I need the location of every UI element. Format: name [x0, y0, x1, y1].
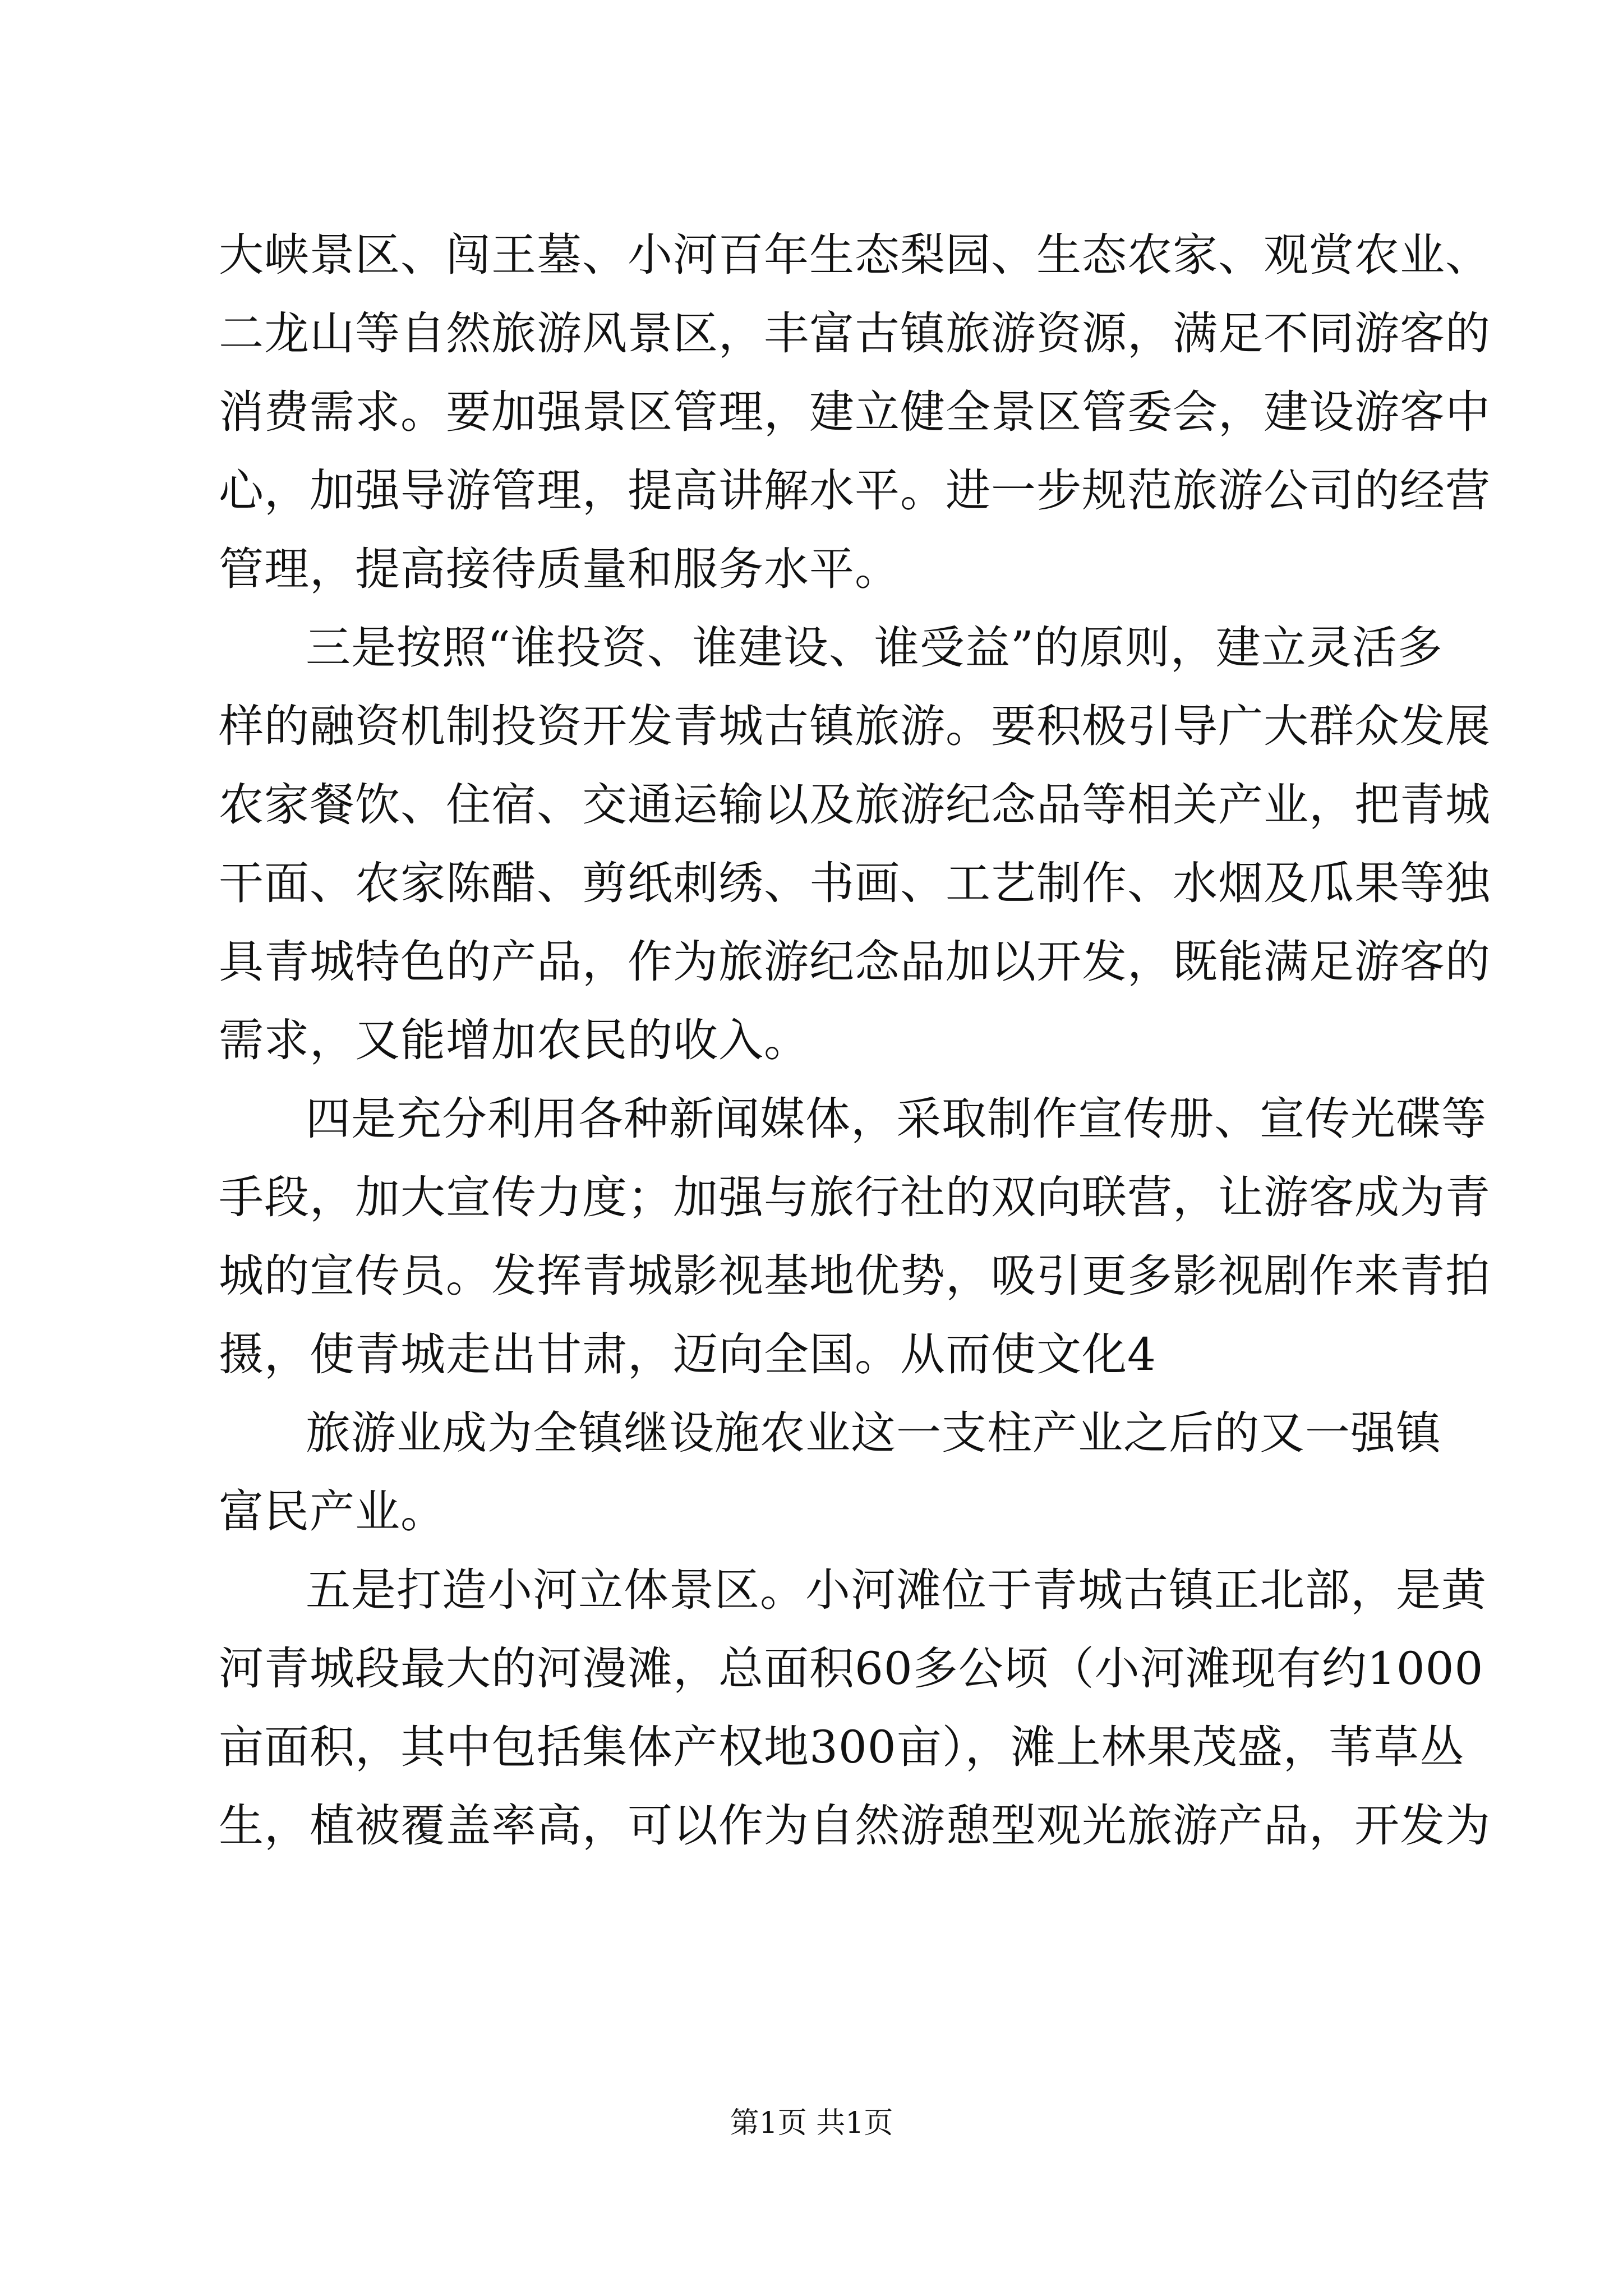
body-line: 管理，提高接待质量和服务水平。 [219, 543, 900, 595]
page-number-footer: 第1页 共1页 [730, 2106, 893, 2140]
paragraph-first-line: 旅游业成为全镇继设施农业这一支柱产业之后的又一强镇 [306, 1407, 1441, 1459]
body-line: 摄，使青城走出甘肃，迈向全国。从而使文化4 [219, 1328, 1156, 1381]
body-line: 消费需求。要加强景区管理，建立健全景区管委会，建设游客中 [219, 386, 1491, 438]
body-line: 富民产业。 [219, 1485, 446, 1538]
body-line: 大峡景区、闯王墓、小河百年生态梨园、生态农家、观赏农业、 [219, 229, 1491, 281]
paragraph-first-line: 四是充分利用各种新闻媒体，采取制作宣传册、宣传光碟等 [306, 1093, 1487, 1145]
body-line: 干面、农家陈醋、剪纸刺绣、书画、工艺制作、水烟及瓜果等独 [219, 857, 1491, 909]
body-line: 具青城特色的产品，作为旅游纪念品加以开发，既能满足游客的 [219, 936, 1491, 988]
body-line: 样的融资机制投资开发青城古镇旅游。要积极引导广大群众发展 [219, 700, 1491, 752]
body-line: 手段，加大宣传力度；加强与旅行社的双向联营，让游客成为青 [219, 1171, 1491, 1223]
paragraph-first-line: 五是打造小河立体景区。小河滩位于青城古镇正北部，是黄 [306, 1564, 1487, 1616]
body-line: 农家餐饮、住宿、交通运输以及旅游纪念品等相关产业，把青城 [219, 779, 1491, 831]
body-line: 生，植被覆盖率高，可以作为自然游憩型观光旅游产品，开发为 [219, 1800, 1491, 1852]
body-line: 需求，又能增加农民的收入。 [219, 1014, 809, 1066]
body-line: 心，加强导游管理，提高讲解水平。进一步规范旅游公司的经营 [219, 464, 1491, 517]
body-line: 亩面积，其中包括集体产权地300亩），滩上林果茂盛，苇草丛 [219, 1721, 1465, 1773]
body-line: 城的宣传员。发挥青城影视基地优势，吸引更多影视剧作来青拍 [219, 1250, 1491, 1302]
body-line: 二龙山等自然旅游风景区，丰富古镇旅游资源，满足不同游客的 [219, 307, 1491, 360]
body-line: 河青城段最大的河漫滩，总面积60多公顷（小河滩现有约1000 [219, 1642, 1484, 1695]
paragraph-first-line: 三是按照“谁投资、谁建设、谁受益”的原则，建立灵活多 [306, 622, 1443, 674]
